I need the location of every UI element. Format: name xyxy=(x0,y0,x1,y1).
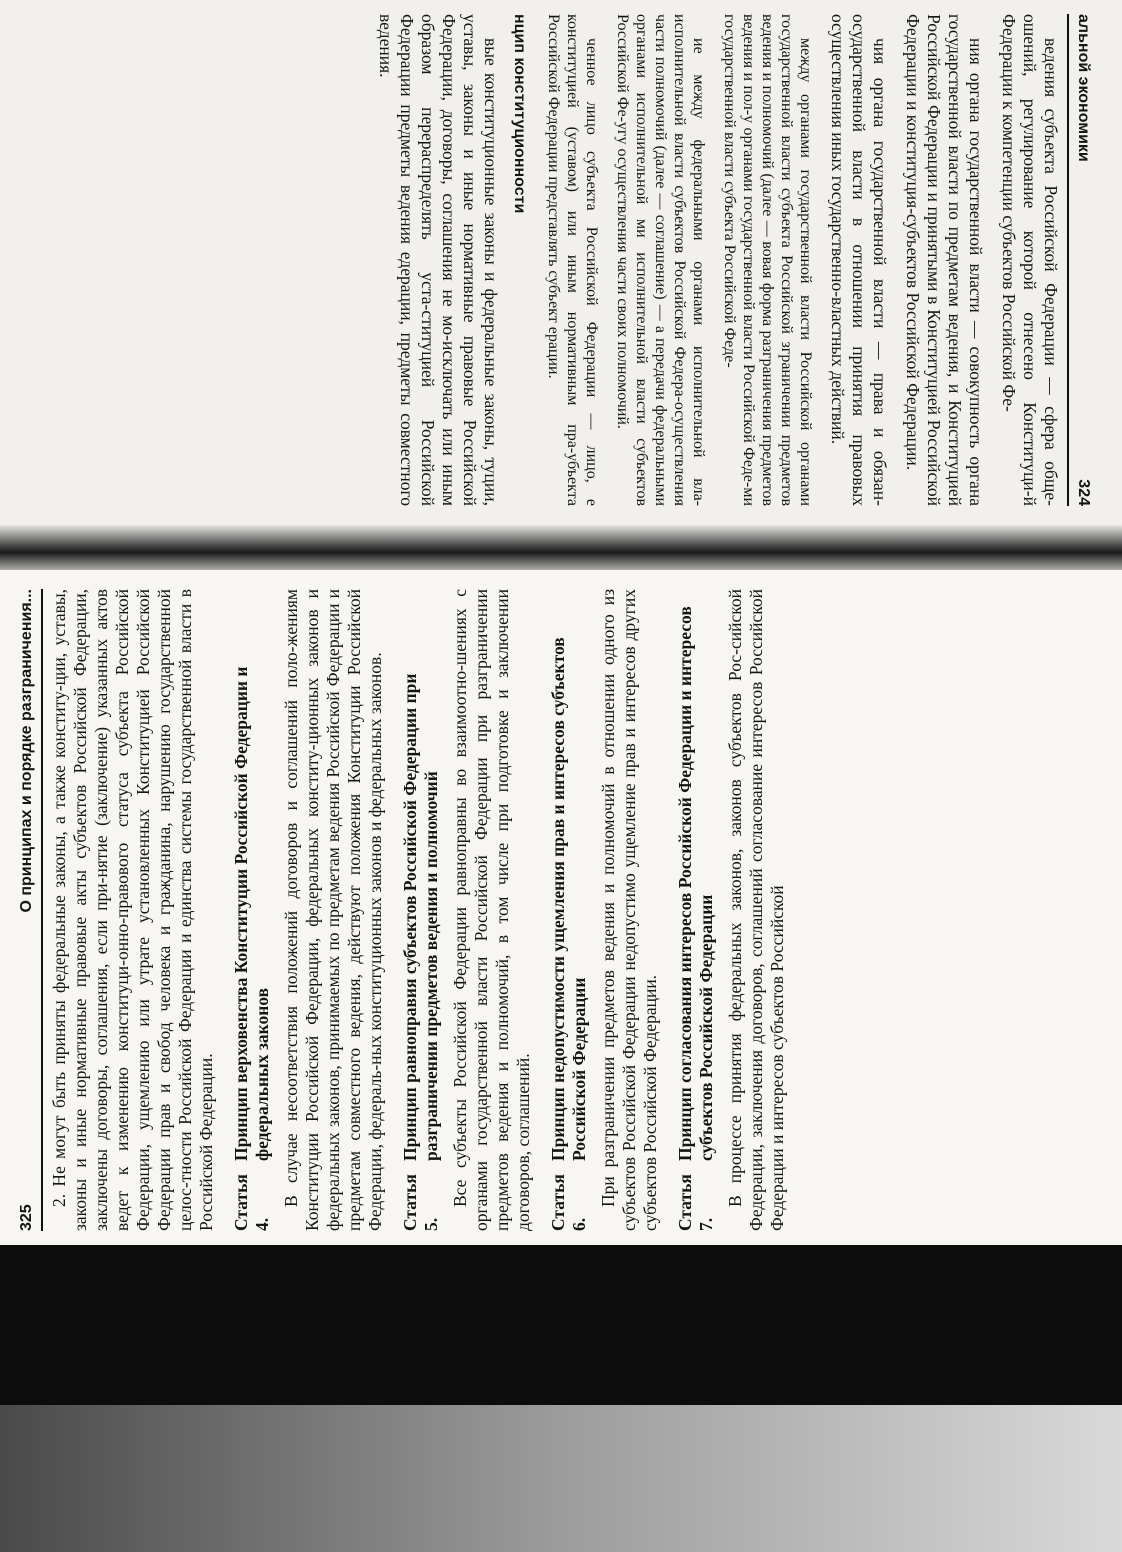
paragraph: ие между федеральными органами исполнительной вла-исполнительной власти субъектов Российской Федера-осуществления части полномочий (далее — соглашение) — а передачи федеральными органами исполнительной ми исполнительной власти субъектов Российской Фе-угу осуществления части своих полномочий. xyxy=(614,14,707,506)
article-label: Статья 5. xyxy=(400,1174,441,1231)
article-heading xyxy=(400,589,442,1231)
article-label: Статья 6. xyxy=(548,1174,589,1231)
paragraph: 2. Не могут быть приняты федеральные законы, а также конститу-ции, уставы, законы и иные нормативные правовые акты субъектов Российской Федерации, заключены договоры, соглашения, если при-нятие (заключение) указанных актов ведет к изменению конституци-онно-правового статуса субъекта Российской Федерации, ущемлению или утрате установленных Конституцией Российской Федерации прав и свобод человека и гражданина, нарушению государственной целос-тности Российской Федерации и единства системы государственной власти в Российской Федерации. xyxy=(49,589,216,1231)
article-title: Принцип верховенства Конституции Российской Федерации и федеральных законов xyxy=(231,666,272,1161)
paragraph: ведения субъекта Российской Федерации — сфера обще-ошений, регулирование которой отнесено Конституци-й Федерации к компетенции субъектов Российской Фе- xyxy=(999,14,1061,506)
paragraph: вые конституционные законы и федеральные законы, туции, уставы, законы и иные нормативные правовые Российской Федерации, договоры, соглашения не мо-исключать или иным образом перераспределять уста-ституцией Российской Федерации предметы ведения едерации, предметы совместного ведения. xyxy=(376,14,501,506)
running-head-325 xyxy=(10,589,43,1231)
paragraph: ченное лицо субъекта Российской Федерации — лицо, е конституцией (уставом) или иным нормативным пра-убъекта Российской Федерации представлять субъект ерации. xyxy=(545,14,600,506)
section-heading: нцип конституционности xyxy=(511,14,528,214)
article-heading xyxy=(548,589,590,1231)
article-text: В процессе принятия федеральных законов, законов субъектов Рос-сийской Федерации, заключения договоров, соглашений согласование интересов Российской Федерации и интересов субъектов Российской xyxy=(725,589,787,1231)
article-title: Принцип недопустимости ущемления прав и интересов субъектов Российской Федерации xyxy=(548,637,589,1161)
article-text: В случае несоответствия положений договоров и соглашений поло-жениям Конституции Российской Федерации, федеральных конститу-ционных законов и федеральных законов, принимаемых по предметам ведения Российской Федерации и предметам совместного ведения, действуют положения Конституции Российской Федерации, федераль-ных конституционных законов и федеральных законов. xyxy=(281,589,385,1231)
running-head-324 xyxy=(1067,14,1100,506)
article-label: Статья 4. xyxy=(231,1174,272,1231)
page-number: 325 xyxy=(18,1204,35,1231)
article-heading xyxy=(231,589,273,1231)
paragraph: чия органа государственной власти — права и обязан-осударственной власти в отношении принятия правовых осуществления иных государственно-властных действий. xyxy=(828,14,890,506)
page-number: 324 xyxy=(1075,479,1092,506)
article-heading xyxy=(675,589,717,1231)
paragraph: ния органа государственной власти — совокупность органа государственной власти по предметам ведения, и Конституцией Российской Федерации и принятыми в Конституцией Российской Федерации и конституция-субъектов Российской Федерации. xyxy=(903,14,986,506)
scanner-edge-dark xyxy=(0,1245,1122,1405)
running-head-title: альной экономики xyxy=(1075,14,1092,162)
paragraph: между органами государственной власти Российской органами государственной власти субъекта Российской зграничении предметов ведения и полномочий (далее — вовая форма разграничения предметов ведения и пол-у органами государственной власти Российской Феде-ми государственной власти субъекта Российской Феде- xyxy=(721,14,814,506)
scanner-edge-grey xyxy=(0,1405,1122,1552)
page-324-text xyxy=(0,0,1100,520)
page-325-text xyxy=(10,575,1110,1245)
article-label: Статья 7. xyxy=(675,1174,716,1231)
article-text: Все субъекты Российской Федерации равноправны во взаимоотно-шениях с органами государственной власти Российской Федерации при разграничении предметов ведения и полномочий, в том числе при подготовке и заключении договоров, соглашений. xyxy=(450,589,533,1231)
article-text: При разграничении предметов ведения и полномочий в отношении одного из субъектов Российской Федерации недопустимо ущемление прав и интересов других субъектов Российской Федерации. xyxy=(598,589,660,1231)
book-gutter xyxy=(0,525,1122,575)
article-title: Принцип равноправия субъектов Российской Федерации при разграничении предметов ведения и полномочий xyxy=(400,673,441,1161)
running-head-title: О принципах и порядке разграничения... xyxy=(18,589,35,913)
article-title: Принцип согласования интересов Российской Федерации и интересов субъектов Российской Федерации xyxy=(675,606,716,1161)
